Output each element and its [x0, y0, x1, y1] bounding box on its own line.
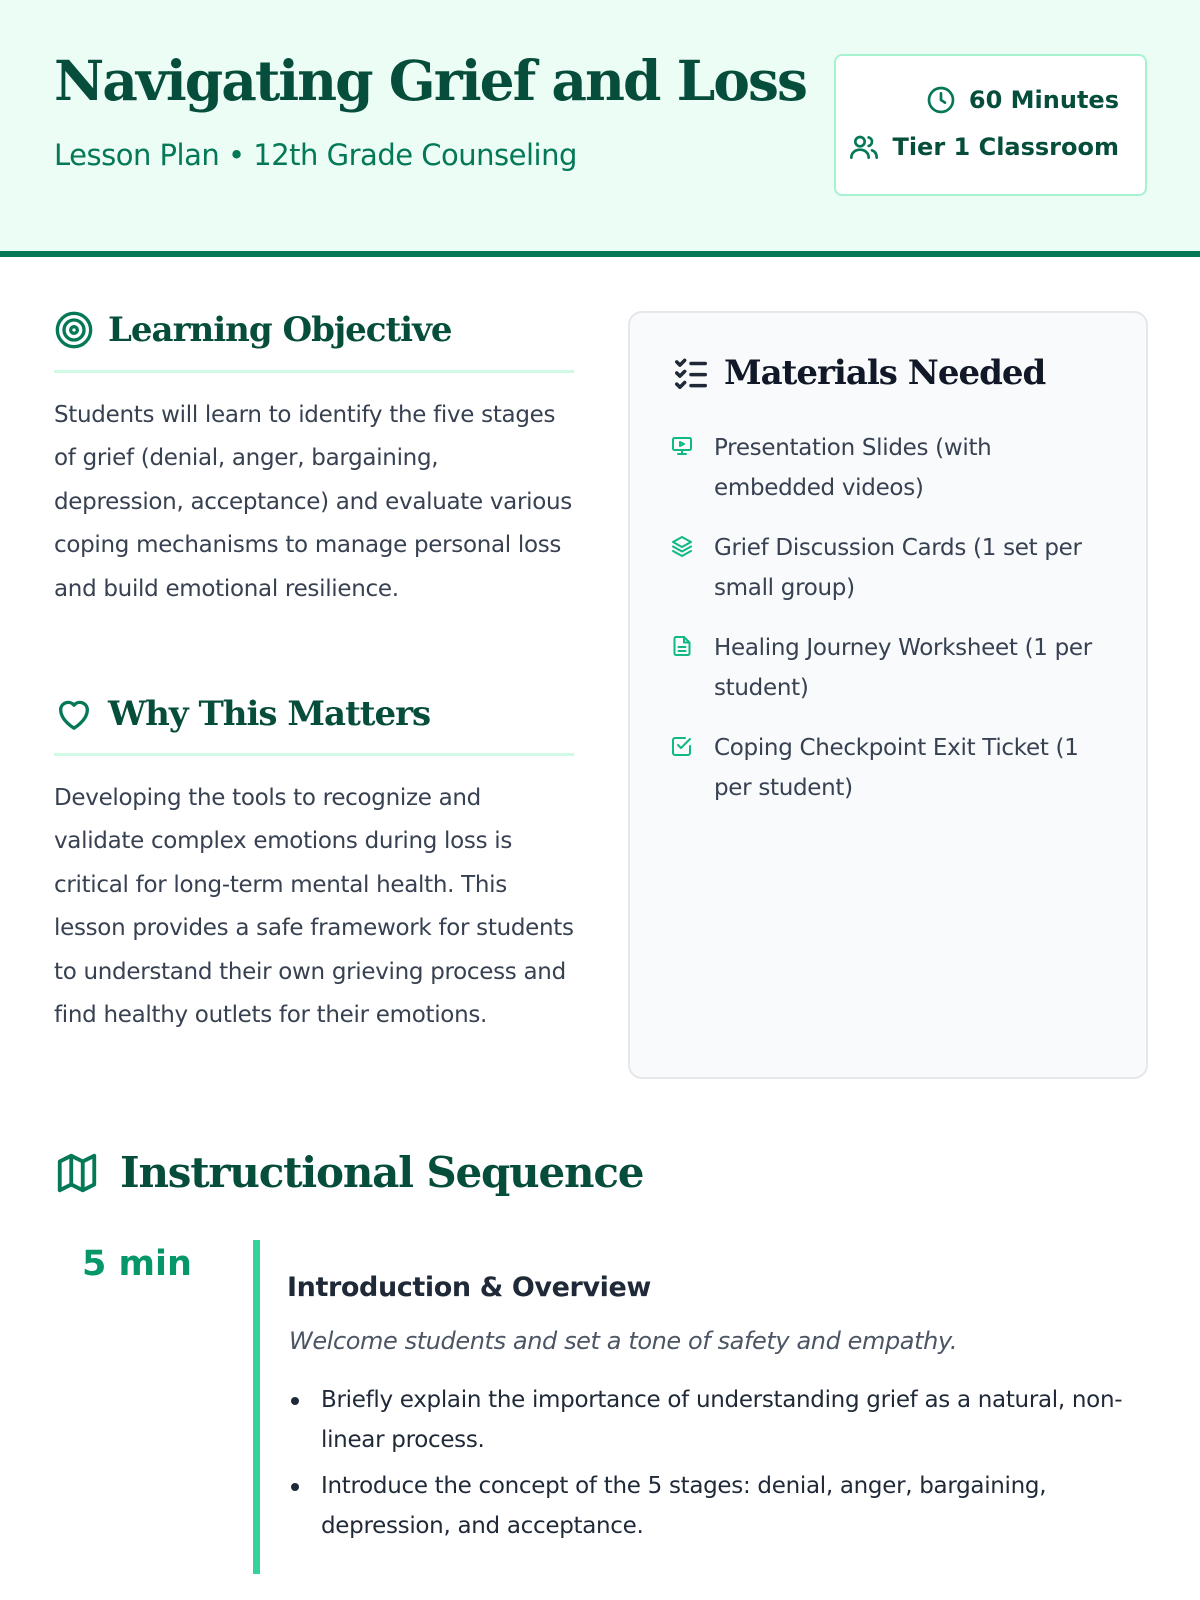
material-item: [670, 528, 1115, 608]
step-bullet-list: [289, 1380, 1139, 1552]
why-text: Developing the tools to recognize and validate complex emotions during loss is critical for long-term mental health. This lesson provides a safe framework for students to understand their own grieving process and find healthy outlets for their emotions.: [54, 785, 574, 1029]
step-title: Introduction & Overview: [287, 1272, 651, 1303]
layers-icon: [670, 534, 694, 558]
why-title: Why This Matters: [108, 694, 431, 734]
objective-text: Students will learn to identify the five stages of grief (denial, anger, bargaining, depression, acceptance) and evaluate various coping mechanisms to manage personal loss and build emotional resilience.: [54, 402, 572, 602]
map-icon: [54, 1150, 100, 1196]
page-header: [0, 0, 1200, 257]
sequence-title: Instructional Sequence: [120, 1148, 644, 1197]
material-label: Presentation Slides (with embedded videos): [714, 435, 992, 501]
document-icon: [670, 634, 694, 658]
page-title: Navigating Grief and Loss: [54, 48, 806, 113]
materials-card: [628, 311, 1148, 1079]
setting-label: Tier 1 Classroom: [892, 133, 1119, 161]
material-label: Healing Journey Worksheet (1 per student): [714, 635, 1092, 701]
step-time: 5 min: [82, 1244, 192, 1284]
target-icon: [54, 310, 94, 350]
step-bullet: Introduce the concept of the 5 stages: denial, anger, bargaining, depression, and acceptance.: [289, 1466, 1139, 1546]
duration-meta: [925, 84, 1119, 116]
objective-heading: [54, 310, 451, 350]
materials-title: Materials Needed: [724, 353, 1046, 393]
clock-icon: [925, 84, 957, 116]
material-item: [670, 428, 1115, 508]
checklist-icon: [672, 354, 710, 392]
objective-title: Learning Objective: [108, 310, 452, 350]
duration-label: 60 Minutes: [968, 86, 1119, 114]
heart-icon: [54, 694, 94, 734]
material-label: Grief Discussion Cards (1 set per small group): [714, 535, 1082, 601]
step-bullet: Briefly explain the importance of understanding grief as a natural, non-linear process.: [289, 1380, 1139, 1460]
users-icon: [848, 131, 880, 163]
objective-divider: [54, 370, 574, 373]
page-subtitle: Lesson Plan • 12th Grade Counseling: [54, 138, 577, 172]
materials-heading: [672, 353, 1045, 393]
material-item: [670, 728, 1115, 808]
step-description: Welcome students and set a tone of safety and empathy.: [289, 1327, 958, 1355]
setting-meta: [848, 131, 1119, 163]
material-label: Coping Checkpoint Exit Ticket (1 per student): [714, 735, 1079, 801]
material-item: [670, 628, 1115, 708]
presentation-icon: [670, 434, 694, 458]
sequence-heading: [54, 1148, 643, 1197]
timeline-bar: [253, 1240, 260, 1574]
why-heading: [54, 694, 430, 734]
why-divider: [54, 753, 574, 756]
lesson-meta-card: [834, 54, 1147, 196]
checkbox-icon: [670, 734, 694, 758]
